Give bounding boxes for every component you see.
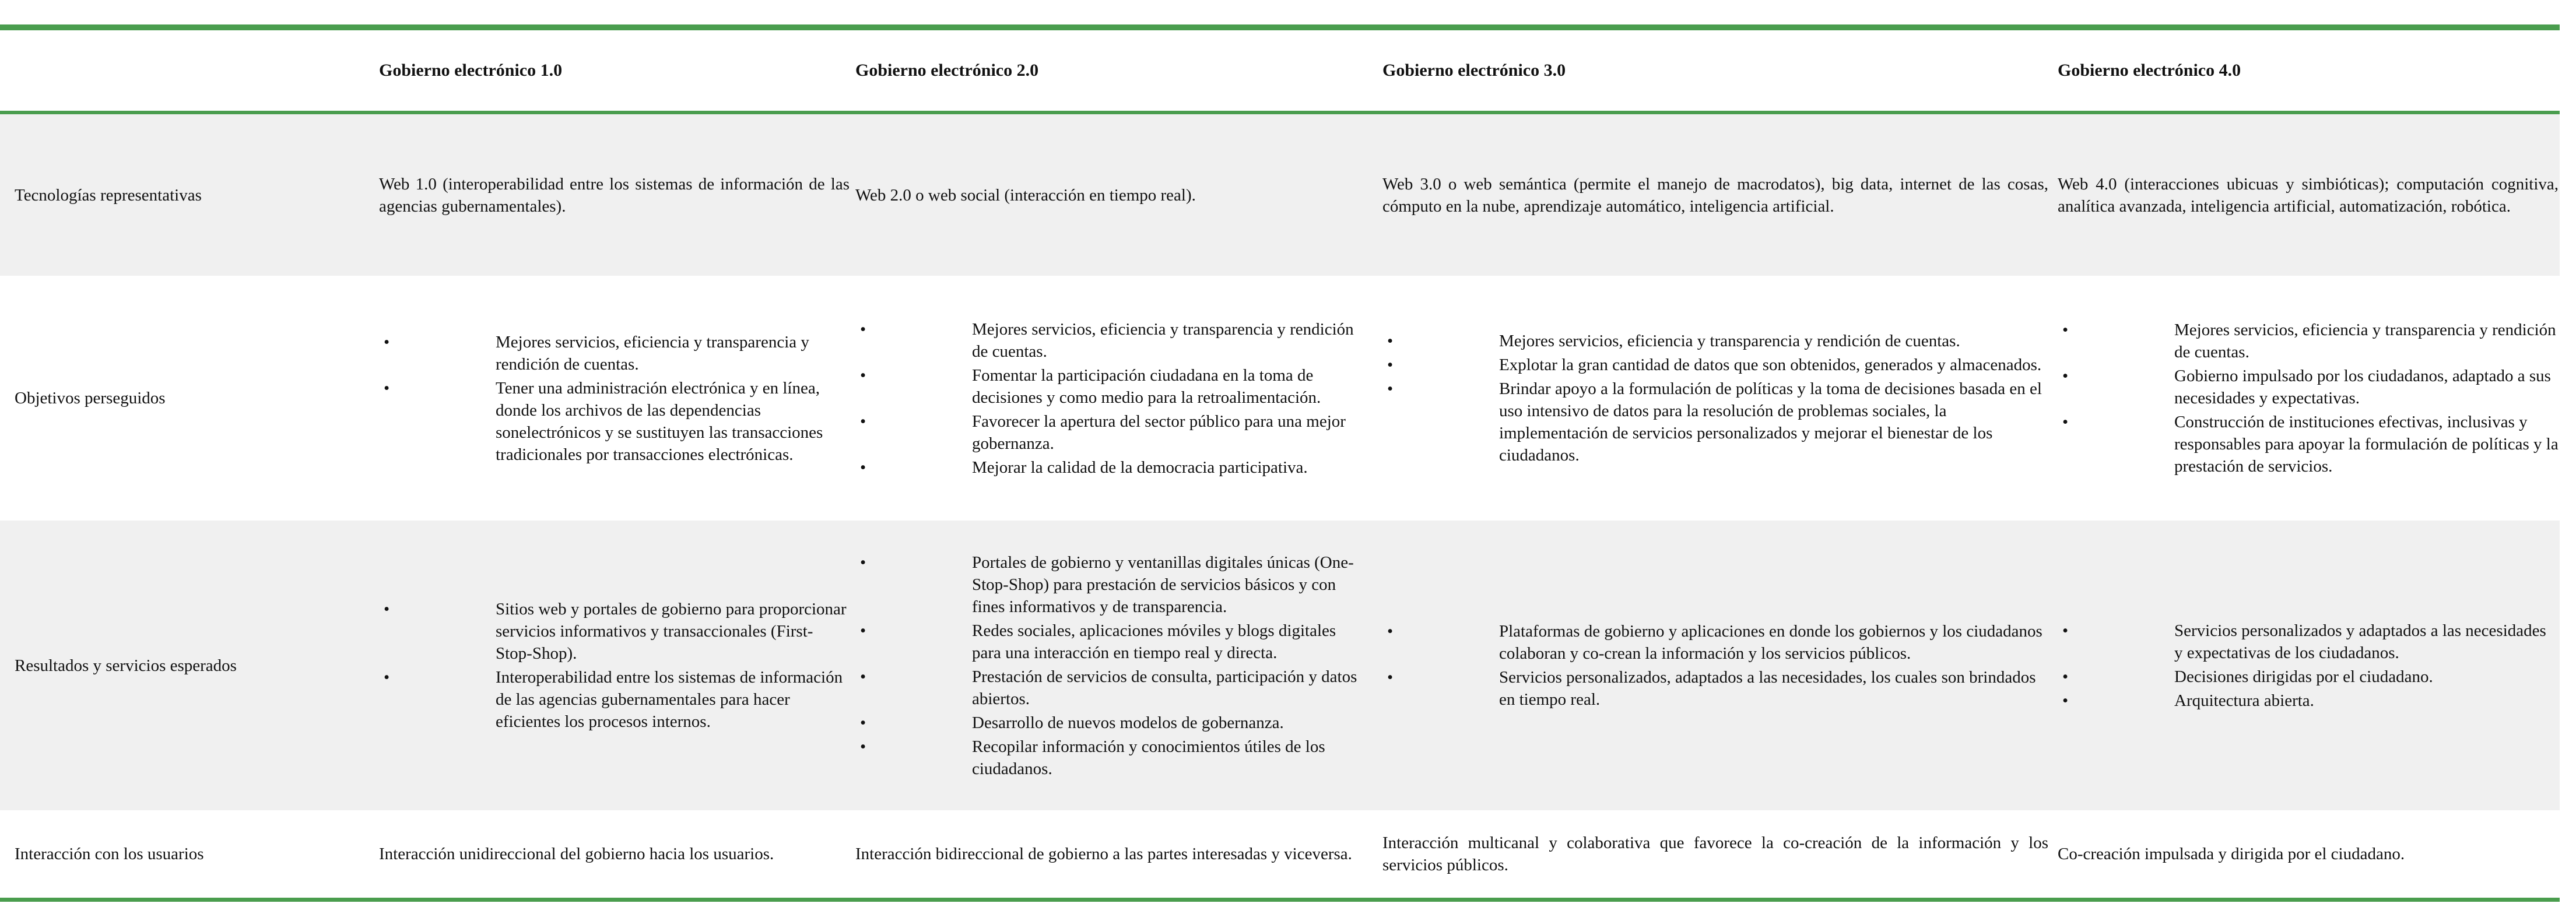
bullet-icon: • xyxy=(860,412,866,431)
bullet-icon: • xyxy=(860,319,866,339)
cell-tecnologias-gob4: Web 4.0 (interacciones ubicuas y simbióticas); computación cognitiva, analítica avanzada, inteligencia artificial, automatización, robótica. xyxy=(2058,174,2559,216)
cell-resultados-gob3 xyxy=(1382,521,2058,810)
row-label-tecnologias: Tecnologías representativas xyxy=(15,185,202,205)
bullet-icon: • xyxy=(384,600,390,618)
cell-interaccion-gob1: Interacción unidireccional del gobierno hacia los usuarios. xyxy=(379,845,774,863)
column-header-gob-2-0: Gobierno electrónico 2.0 xyxy=(855,61,1039,80)
column-header-gob-4-0: Gobierno electrónico 4.0 xyxy=(2058,61,2241,80)
body-table xyxy=(0,114,2560,898)
bullet-icon: • xyxy=(860,458,866,477)
bullet-item xyxy=(379,331,850,375)
cell-objetivos-gob3 xyxy=(1382,276,2058,521)
bullet-text: Mejores servicios, eficiencia y transparencia y rendición de cuentas. xyxy=(2174,321,2556,361)
table-top-border xyxy=(0,24,2560,30)
bullet-text: Recopilar información y conocimientos útiles de los ciudadanos. xyxy=(972,737,1325,778)
bullet-icon: • xyxy=(384,378,390,398)
cell-tecnologias-gob2: Web 2.0 o web social (interacción en tiempo real). xyxy=(855,185,1196,205)
bullet-icon: • xyxy=(1387,356,1394,374)
bullet-item xyxy=(2058,365,2559,409)
bullet-icon: • xyxy=(2062,691,2069,710)
bullet-icon: • xyxy=(860,737,866,756)
bullet-text: Construcción de instituciones efectivas, inclusivas y responsables para apoyar la formulación de políticas y la prestación de servicios. xyxy=(2174,413,2559,476)
bullet-icon: • xyxy=(2062,321,2069,339)
bullet-text: Mejores servicios, eficiencia y transparencia y rendición de cuentas. xyxy=(496,332,809,374)
bullet-icon: • xyxy=(1387,332,1394,350)
bullet-item xyxy=(1382,620,2048,665)
row-label-resultados: Resultados y servicios esperados xyxy=(15,656,237,675)
cell-resultados-gob4 xyxy=(2058,521,2560,810)
bullet-text: Fomentar la participación ciudadana en la toma de decisiones y como medio para la retroalimentación. xyxy=(972,365,1321,407)
bullet-item xyxy=(855,666,1365,710)
bullet-item xyxy=(855,712,1365,734)
bullet-icon: • xyxy=(860,553,866,572)
bullet-text: Sitios web y portales de gobierno para proporcionar servicios informativos y transaccionales (First-Stop-Shop). xyxy=(496,600,847,663)
bullet-text: Prestación de servicios de consulta, participación y datos abiertos. xyxy=(972,667,1357,708)
bullet-text: Mejores servicios, eficiencia y transparencia y rendición de cuentas. xyxy=(972,319,1354,361)
bullet-item xyxy=(2058,411,2559,477)
table-bottom-border xyxy=(0,898,2560,902)
bullet-icon: • xyxy=(384,332,390,351)
cell-interaccion-gob2: Interacción bidireccional de gobierno a las partes interesadas y viceversa. xyxy=(855,845,1352,863)
bullet-text: Interoperabilidad entre los sistemas de información de las agencias gubernamentales para hacer eficientes los procesos internos. xyxy=(496,668,843,731)
bullet-icon: • xyxy=(860,713,866,732)
bullet-text: Explotar la gran cantidad de datos que son obtenidos, generados y almacenados. xyxy=(1499,356,2042,374)
cell-objetivos-gob2 xyxy=(855,276,1382,521)
row-resultados xyxy=(0,521,2560,810)
bullet-item xyxy=(855,364,1365,409)
bullet-icon: • xyxy=(1387,622,1394,641)
bullet-item xyxy=(2058,666,2559,688)
bullet-text: Mejorar la calidad de la democracia participativa. xyxy=(972,458,1308,477)
bullet-icon: • xyxy=(384,668,390,687)
header-row xyxy=(0,30,2560,111)
cell-resultados-gob1 xyxy=(379,521,855,810)
bullet-item xyxy=(2058,319,2559,363)
row-label-objetivos: Objetivos perseguidos xyxy=(15,389,166,407)
column-header-gob-3-0: Gobierno electrónico 3.0 xyxy=(1382,61,1566,80)
bullet-text: Redes sociales, aplicaciones móviles y blogs digitales para una interacción en tiempo real y directa. xyxy=(972,621,1336,662)
cell-tecnologias-gob1: Web 1.0 (interoperabilidad entre los sistemas de información de las agencias gubernamentales). xyxy=(379,174,850,216)
cell-objetivos-gob4 xyxy=(2058,276,2560,521)
bullet-item xyxy=(855,736,1365,780)
bullet-item xyxy=(1382,378,2048,466)
bullet-icon: • xyxy=(2062,667,2069,686)
row-objetivos xyxy=(0,276,2560,521)
bullet-text: Portales de gobierno y ventanillas digitales únicas (One-Stop-Shop) para prestación de servicios básicos y con fines informativos y de transparencia. xyxy=(972,553,1354,616)
bullet-icon: • xyxy=(1387,379,1394,398)
row-interaccion xyxy=(0,810,2560,898)
bullet-icon: • xyxy=(1387,668,1394,687)
cell-resultados-gob2 xyxy=(855,521,1382,810)
row-label-interaccion: Interacción con los usuarios xyxy=(15,845,204,863)
bullet-text: Servicios personalizados y adaptados a las necesidades y expectativas de los ciudadanos. xyxy=(2174,621,2546,662)
bullet-text: Plataformas de gobierno y aplicaciones en donde los gobiernos y los ciudadanos colaboran y co-crean la información y los servicios públicos. xyxy=(1499,622,2042,663)
bullet-item xyxy=(379,377,850,466)
bullet-item xyxy=(2058,690,2559,712)
bullet-icon: • xyxy=(860,667,866,686)
bullet-item xyxy=(855,410,1365,455)
top-margin xyxy=(0,0,2576,24)
bullet-icon: • xyxy=(860,365,866,385)
cell-interaccion-gob3: Interacción multicanal y colaborativa que favorece la co-creación de la información y los servicios públicos. xyxy=(1382,834,2048,874)
header-table xyxy=(0,30,2560,111)
bullet-item xyxy=(855,620,1365,664)
bullet-item xyxy=(1382,330,2048,352)
bullet-item xyxy=(379,598,850,665)
bullet-icon: • xyxy=(2062,621,2069,640)
column-header-gob-1-0: Gobierno electrónico 1.0 xyxy=(379,61,563,80)
bullet-text: Desarrollo de nuevos modelos de gobernanza. xyxy=(972,713,1284,732)
bullet-text: Decisiones dirigidas por el ciudadano. xyxy=(2174,667,2433,686)
corner-cell xyxy=(0,30,379,111)
bullet-item xyxy=(1382,354,2048,376)
bullet-item xyxy=(1382,666,2048,711)
bullet-icon: • xyxy=(860,621,866,640)
bullet-text: Mejores servicios, eficiencia y transparencia y rendición de cuentas. xyxy=(1499,332,1960,350)
bullet-item xyxy=(855,551,1365,618)
bullet-item xyxy=(855,456,1365,479)
row-tecnologias xyxy=(0,114,2560,276)
cell-interaccion-gob4: Co-creación impulsada y dirigida por el ciudadano. xyxy=(2058,845,2405,863)
bullet-item xyxy=(2058,620,2559,664)
cell-objetivos-gob1 xyxy=(379,276,855,521)
bullet-item xyxy=(855,318,1365,363)
bullet-item xyxy=(379,666,850,733)
bullet-text: Arquitectura abierta. xyxy=(2174,691,2314,710)
bullet-text: Servicios personalizados, adaptados a las necesidades, los cuales son brindados en tiempo real. xyxy=(1499,668,2036,709)
bullet-text: Brindar apoyo a la formulación de políticas y la toma de decisiones basada en el uso intensivo de datos para la resolución de problemas sociales, la implementación de servicios personalizados y mejorar el bienestar de los ciudadanos. xyxy=(1499,379,2042,465)
bullet-text: Tener una administración electrónica y en línea, donde los archivos de las dependencias sonelectrónicos y se sustituyen las transacciones tradicionales por transacciones electrónicas. xyxy=(496,378,823,464)
cell-tecnologias-gob3: Web 3.0 o web semántica (permite el manejo de macrodatos), big data, internet de las cosas, cómputo en la nube, aprendizaje automático, inteligencia artificial. xyxy=(1382,174,2048,216)
bullet-icon: • xyxy=(2062,367,2069,385)
bullet-icon: • xyxy=(2062,413,2069,431)
bullet-text: Gobierno impulsado por los ciudadanos, adaptado a sus necesidades y expectativas. xyxy=(2174,367,2551,407)
bullet-text: Favorecer la apertura del sector público para una mejor gobernanza. xyxy=(972,412,1346,453)
